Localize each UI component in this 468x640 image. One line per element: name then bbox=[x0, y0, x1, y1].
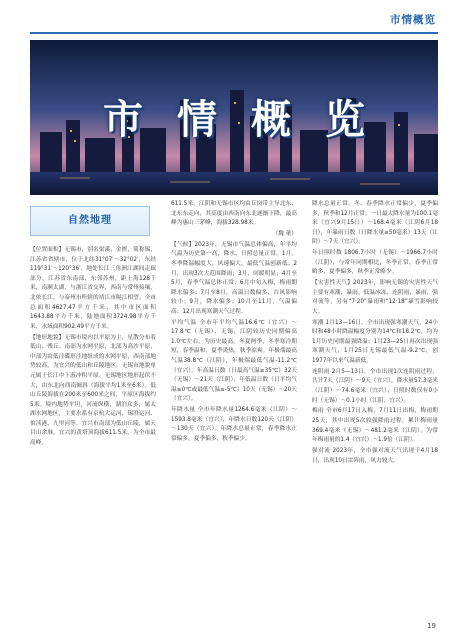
paragraph-mountains: 611.5米。江阴和无锡市区均由丘岗带主导北东、北东东走向，其高度由西南向东北逐渐下降，最高峰为惠山三茅峰，海拔328.98米。 bbox=[171, 201, 297, 227]
paragraph-disaster-weather: 【灾害性天气】2023年，影响无锡的灾害性天气主要有寒潮、暴雨、低温冰冻、连阴雨、暴雨、强对流等，另有“7·20”暴雨和“12·18”暴雪影响较大。 bbox=[312, 280, 438, 315]
paragraph-precipitation: 年降水量 全市年降水量1264.6毫米（江阴）～1593.8毫米（宜兴），年降水日数120天（江阴）～130天（宜兴）。年降水总量正常，春季降水正常偏多，夏季偏多，秋季偏少。 bbox=[171, 407, 297, 442]
author-signature: （魏 董） bbox=[272, 230, 297, 237]
paragraph-cold-wave: 寒潮 1月13—16日，全市出现强寒潮天气，24小时和48小时降温幅度分别为14℃和18.2℃，均为1月历史同期最强降温；1月23—25日再次出现强寒潮天气，1月25日无锡最低气温-9.2℃，创1977年以来气温新低。 bbox=[312, 319, 438, 365]
paragraph-sunshine: 年日照时数 1806.7小时（无锡）～1966.7小时（江阴），与常年同期相比，冬季正常，春季正常略多，夏季偏多，秋季正常略少。 bbox=[312, 250, 438, 276]
paragraph-severe-convection: 强对流 2023年，全市强对流天气出现于4月18日，出现10日雷阵雨，风力较大。 bbox=[312, 447, 438, 464]
section-heading-box bbox=[30, 206, 150, 236]
column-2 bbox=[171, 200, 297, 446]
paragraph-plum-rain: 梅雨 全市6月17日入梅，7月11日出梅，梅雨期25天，其中出现5次较强降雨过程，累计梅雨量369.4毫米（无锡）～481.2毫米（江阴），为常年梅雨量的1.4（宜兴）～1.9倍（江阴）。 bbox=[312, 408, 438, 444]
hero-banner bbox=[30, 40, 438, 195]
paragraph-avg-temperature: 平均气温 全市年平均气温16.6℃（宜兴）～17.8℃（无锡），无锡、江阴较历史同期偏高1.0℃左右，为历史最高。冬夏两季，冬季寒冷期短，春季温和，夏季炎热，秋季凉爽。年极端最高气温38.8℃（江阴），年极端最低气温-11.2℃（宜兴）。年高温日数（日最高气温≥35℃）32天（无锡）～21天（江阴），年低温日数（日平均气温≤0℃或最低气温≤-5℃）10天（无锡）～20天（宜兴）。 bbox=[171, 319, 297, 403]
paragraph-terrain: 【地形地貌】无锡市境内以平原为主，星散分布着低山、残丘。南部为水网平原，北部为高沙平原，中部为由低洼碟形洼地组成的水网平原，西南部地势较高，为宜兴的低山和丘陵地区。无锡市地貌单元属于长江中下游冲积平原。无锡地区地形起伏不大，由东北向西南倾斜（海拔平均1米至6米）。低山丘陵海拔在200米至600米之间，平原区海拔约5米。境内地势平坦，河流纵横，湖泊众多，属太湖水网地区，主要水系有京杭大运河、锡澄运河、伯渎港、九里河等。宜兴市南部为低山丘陵，属天目山余脉。宜兴的黄塔顶海拔611.5米，为全市最高峰。 bbox=[30, 334, 156, 447]
section-title: 自然地理 bbox=[68, 215, 112, 227]
header-rule bbox=[30, 32, 438, 34]
article-body bbox=[30, 200, 438, 620]
header-section-label: 市情概览 bbox=[390, 14, 436, 26]
paragraph-continuous-rain: 连阴雨 2月5—13日，全市出现1次连阴雨过程，共计7天（江阴）～9天（宜兴），降水量57.3毫米（江阴）～74.6毫米（宜兴）；日照时数仅有0小时（无锡）～0.1小时（江阴、宜兴）。 bbox=[312, 368, 438, 404]
paragraph-climate: 【气候】2023年，无锡市气温总体偏高，年平均气温为历史第一高，降水、日照总量正常。1月，冬季降温幅度大，风速偏大，最低气温创新低；2月，出现3次大范围降雨；3月，回暖明显；4月至5月，春季气温总体正常；6月中旬入梅，梅雨期降水偏多；7月至8月，高温日数偏多，台风影响较小；9月，降水偏多；10月至11月，气温偏高；12月出现寒潮天气过程。 bbox=[171, 241, 297, 315]
column-3 bbox=[312, 200, 438, 467]
paragraph-precipitation-cont: 降水总量正常，冬、春季降水正常偏少，夏季偏多，秋季和12月正常。一日最大降水量为100.1毫米（宜兴9月15日）～168.4毫米（江阴6月18日），年暴雨日数（日降水量≥50毫米）13天（江阴）～7天（宜兴）。 bbox=[312, 201, 438, 246]
paragraph-location-area: 【位置面积】无锡市，别名梁溪、金匮，简称锡，江苏省省辖市，位于北纬31°07′～32°02′，东经119°31′～120°36′，地处长江三角洲江湖间走廊部分，江苏省东南部，东邻苏州，距上海128千米，南濒太湖，与浙江省交界，西南与常州接壤，北依长江，与泰州市所辖的靖江市隔江相望。全市总面积4627.47平方千米，其中市区面积1643.88平方千米，陆地面积3724.98平方千米，水域面积902.49平方千米。 bbox=[30, 247, 156, 330]
hero-title: 市情概览 bbox=[103, 96, 399, 143]
column-1 bbox=[30, 200, 156, 450]
page-number: 19 bbox=[427, 622, 436, 630]
